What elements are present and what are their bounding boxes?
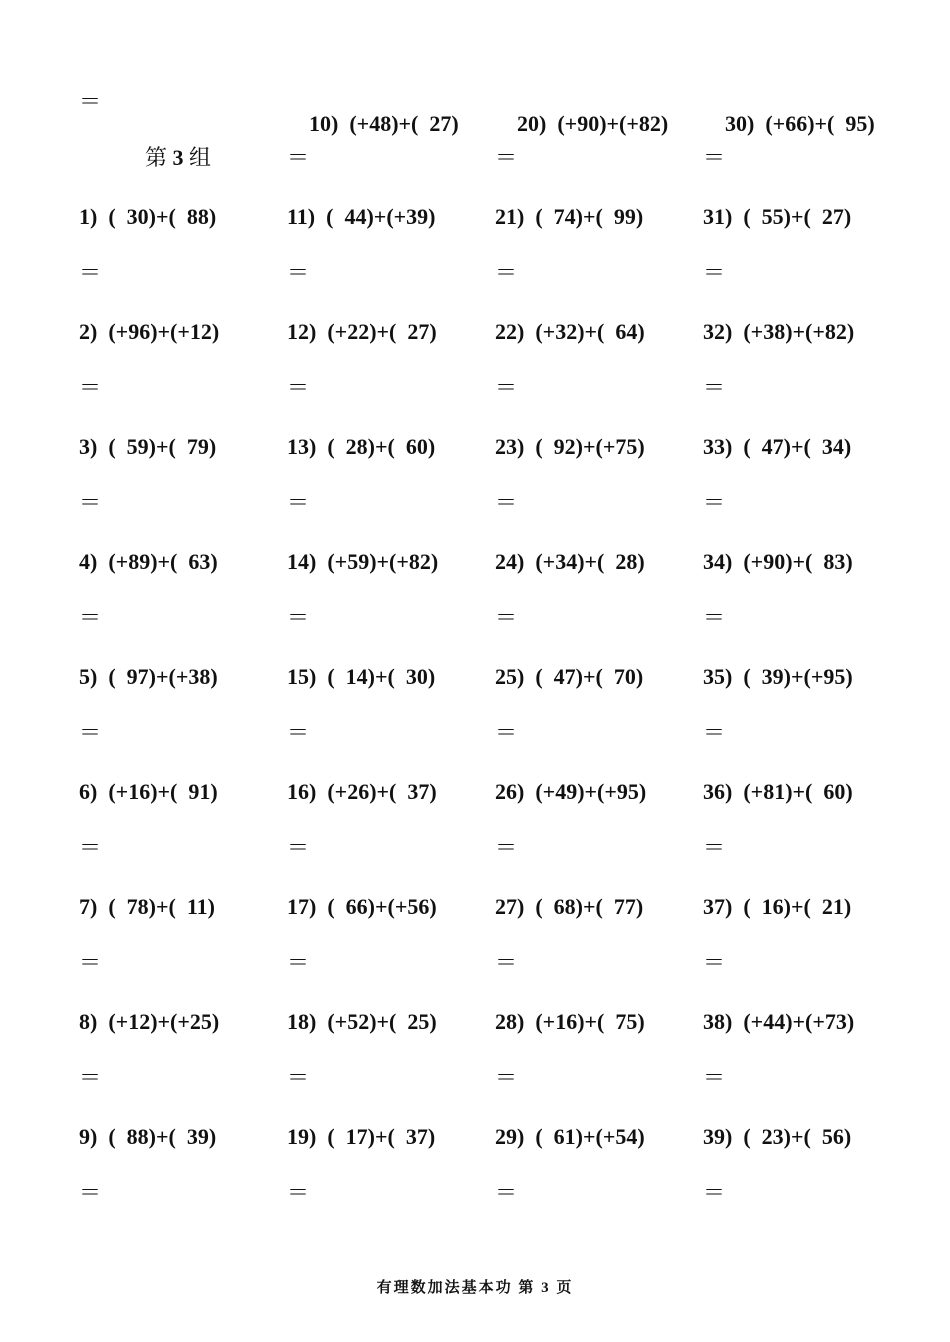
problem-number: 10) [309, 111, 339, 136]
problem-number: 30) [725, 111, 755, 136]
problem-number: 15) [287, 664, 317, 689]
problem-expression: ( 44)+(+39) [326, 204, 436, 229]
problem-expression: (+16)+( 75) [535, 1009, 645, 1034]
problem-number: 23) [495, 434, 525, 459]
problem-expression: ( 88)+( 39) [108, 1124, 217, 1149]
problem-expression: (+96)+(+12) [108, 319, 220, 344]
equals-sign: ＝ [287, 720, 310, 745]
equals-sign: ＝ [495, 720, 518, 745]
problem-expression: (+26)+( 37) [327, 779, 437, 804]
problem-20 [495, 91, 668, 157]
problem-12 [287, 321, 437, 343]
problem-number: 2) [79, 319, 98, 344]
equals-sign: ＝ [287, 1065, 310, 1090]
equals-sign: ＝ [79, 835, 102, 860]
problem-expression: (+48)+( 27) [349, 111, 459, 136]
equals-sign: ＝ [703, 490, 726, 515]
problem-number: 32) [703, 319, 733, 344]
problem-28 [495, 1011, 645, 1033]
equals-sign: ＝ [495, 145, 518, 170]
problem-19 [287, 1126, 435, 1148]
problem-34 [703, 551, 853, 573]
equals-sign: ＝ [79, 1065, 102, 1090]
problem-expression: ( 47)+( 34) [743, 434, 852, 459]
problem-expression: (+44)+(+73) [743, 1009, 855, 1034]
equals-sign: ＝ [703, 375, 726, 400]
problem-number: 35) [703, 664, 733, 689]
problem-number: 18) [287, 1009, 317, 1034]
problem-expression: ( 55)+( 27) [743, 204, 852, 229]
problem-number: 12) [287, 319, 317, 344]
problem-expression: ( 59)+( 79) [108, 434, 217, 459]
problem-number: 24) [495, 549, 525, 574]
problem-number: 14) [287, 549, 317, 574]
problem-expression: ( 14)+( 30) [327, 664, 436, 689]
problem-5 [79, 666, 218, 688]
problem-number: 6) [79, 779, 98, 804]
equals-sign: ＝ [495, 375, 518, 400]
problem-36 [703, 781, 853, 803]
problem-number: 33) [703, 434, 733, 459]
problem-number: 4) [79, 549, 98, 574]
equals-sign: ＝ [703, 145, 726, 170]
equals-sign: ＝ [703, 1065, 726, 1090]
problem-expression: ( 74)+( 99) [535, 204, 644, 229]
group-suffix: 组 [189, 145, 212, 170]
equals-sign: ＝ [703, 260, 726, 285]
problem-39 [703, 1126, 851, 1148]
equals-sign: ＝ [495, 490, 518, 515]
problem-1 [79, 206, 216, 228]
problem-expression: (+38)+(+82) [743, 319, 855, 344]
problem-number: 26) [495, 779, 525, 804]
problem-number: 28) [495, 1009, 525, 1034]
equals-sign: ＝ [495, 260, 518, 285]
problem-38 [703, 1011, 854, 1033]
problem-22 [495, 321, 645, 343]
problem-expression: ( 28)+( 60) [327, 434, 436, 459]
problem-number: 36) [703, 779, 733, 804]
problem-number: 3) [79, 434, 98, 459]
problem-expression: ( 23)+( 56) [743, 1124, 852, 1149]
problem-29 [495, 1126, 645, 1148]
problem-21 [495, 206, 643, 228]
problem-37 [703, 896, 851, 918]
equals-sign: ＝ [79, 605, 102, 630]
problem-number: 29) [495, 1124, 525, 1149]
equals-sign: ＝ [79, 720, 102, 745]
problem-31 [703, 206, 851, 228]
problem-3 [79, 436, 216, 458]
problem-number: 39) [703, 1124, 733, 1149]
problem-expression: (+89)+( 63) [108, 549, 218, 574]
equals-sign: ＝ [287, 950, 310, 975]
problem-expression: (+49)+(+95) [535, 779, 647, 804]
equals-sign: ＝ [79, 260, 102, 285]
problem-33 [703, 436, 851, 458]
problem-expression: (+34)+( 28) [535, 549, 645, 574]
problem-expression: ( 47)+( 70) [535, 664, 644, 689]
problem-expression: (+66)+( 95) [765, 111, 875, 136]
equals-sign: ＝ [495, 605, 518, 630]
problem-expression: (+22)+( 27) [327, 319, 437, 344]
problem-expression: ( 17)+( 37) [327, 1124, 436, 1149]
problem-32 [703, 321, 854, 343]
problem-11 [287, 206, 436, 228]
group-number: 3 [172, 145, 184, 170]
problem-35 [703, 666, 853, 688]
equals-sign: ＝ [287, 260, 310, 285]
equals-sign: ＝ [495, 950, 518, 975]
problem-number: 20) [517, 111, 547, 136]
problem-expression: ( 66)+(+56) [327, 894, 437, 919]
problem-number: 25) [495, 664, 525, 689]
problem-number: 34) [703, 549, 733, 574]
problem-30 [703, 91, 875, 157]
problem-expression: ( 30)+( 88) [108, 204, 217, 229]
problem-10 [287, 91, 459, 157]
equals-sign: ＝ [703, 835, 726, 860]
problem-expression: (+12)+(+25) [108, 1009, 220, 1034]
problem-17 [287, 896, 437, 918]
problem-9 [79, 1126, 216, 1148]
problem-number: 16) [287, 779, 317, 804]
page-footer: 有理数加法基本功 第 3 页 [376, 1280, 574, 1296]
problem-number: 1) [79, 204, 98, 229]
equals-sign: ＝ [287, 145, 310, 170]
problem-number: 27) [495, 894, 525, 919]
equals-sign: ＝ [703, 605, 726, 630]
problem-14 [287, 551, 438, 573]
problem-expression: ( 16)+( 21) [743, 894, 852, 919]
problem-18 [287, 1011, 437, 1033]
problem-expression: (+16)+( 91) [108, 779, 218, 804]
problem-15 [287, 666, 435, 688]
problem-23 [495, 436, 645, 458]
problem-26 [495, 781, 646, 803]
problem-expression: ( 68)+( 77) [535, 894, 644, 919]
equals-sign: ＝ [287, 1180, 310, 1205]
problem-expression: (+90)+( 83) [743, 549, 853, 574]
problem-expression: ( 78)+( 11) [108, 894, 215, 919]
equals-sign: ＝ [79, 375, 102, 400]
equals-sign: ＝ [495, 835, 518, 860]
equals-sign: ＝ [287, 490, 310, 515]
problem-27 [495, 896, 643, 918]
group-prefix: 第 [145, 145, 168, 170]
problem-number: 13) [287, 434, 317, 459]
problem-expression: (+32)+( 64) [535, 319, 645, 344]
equals-sign: ＝ [287, 605, 310, 630]
equals-sign: ＝ [79, 490, 102, 515]
problem-expression: (+90)+(+82) [557, 111, 669, 136]
problem-2 [79, 321, 219, 343]
problem-number: 22) [495, 319, 525, 344]
equals-sign: ＝ [703, 950, 726, 975]
equals-sign: ＝ [495, 1065, 518, 1090]
problem-number: 8) [79, 1009, 98, 1034]
equals-sign: ＝ [79, 1180, 102, 1205]
equals-sign: ＝ [495, 1180, 518, 1205]
problem-13 [287, 436, 435, 458]
problem-expression: ( 61)+(+54) [535, 1124, 645, 1149]
problem-7 [79, 896, 215, 918]
equals-sign: ＝ [703, 720, 726, 745]
equals-sign: ＝ [703, 1180, 726, 1205]
problem-number: 17) [287, 894, 317, 919]
equals-sign: ＝ [287, 835, 310, 860]
equals-sign: ＝ [79, 89, 102, 114]
equals-sign: ＝ [287, 375, 310, 400]
problem-number: 38) [703, 1009, 733, 1034]
problem-expression: (+59)+(+82) [327, 549, 439, 574]
problem-number: 21) [495, 204, 525, 229]
problem-6 [79, 781, 218, 803]
problem-16 [287, 781, 437, 803]
problem-number: 37) [703, 894, 733, 919]
problem-number: 9) [79, 1124, 98, 1149]
problem-expression: ( 97)+(+38) [108, 664, 218, 689]
problem-number: 19) [287, 1124, 317, 1149]
problem-number: 11) [287, 204, 316, 229]
problem-expression: ( 92)+(+75) [535, 434, 645, 459]
group-title [145, 147, 211, 169]
problem-8 [79, 1011, 219, 1033]
problem-expression: (+52)+( 25) [327, 1009, 437, 1034]
problem-24 [495, 551, 645, 573]
problem-4 [79, 551, 218, 573]
problem-number: 31) [703, 204, 733, 229]
problem-25 [495, 666, 643, 688]
equals-sign: ＝ [79, 950, 102, 975]
problem-expression: ( 39)+(+95) [743, 664, 853, 689]
problem-number: 7) [79, 894, 98, 919]
problem-expression: (+81)+( 60) [743, 779, 853, 804]
problem-number: 5) [79, 664, 98, 689]
